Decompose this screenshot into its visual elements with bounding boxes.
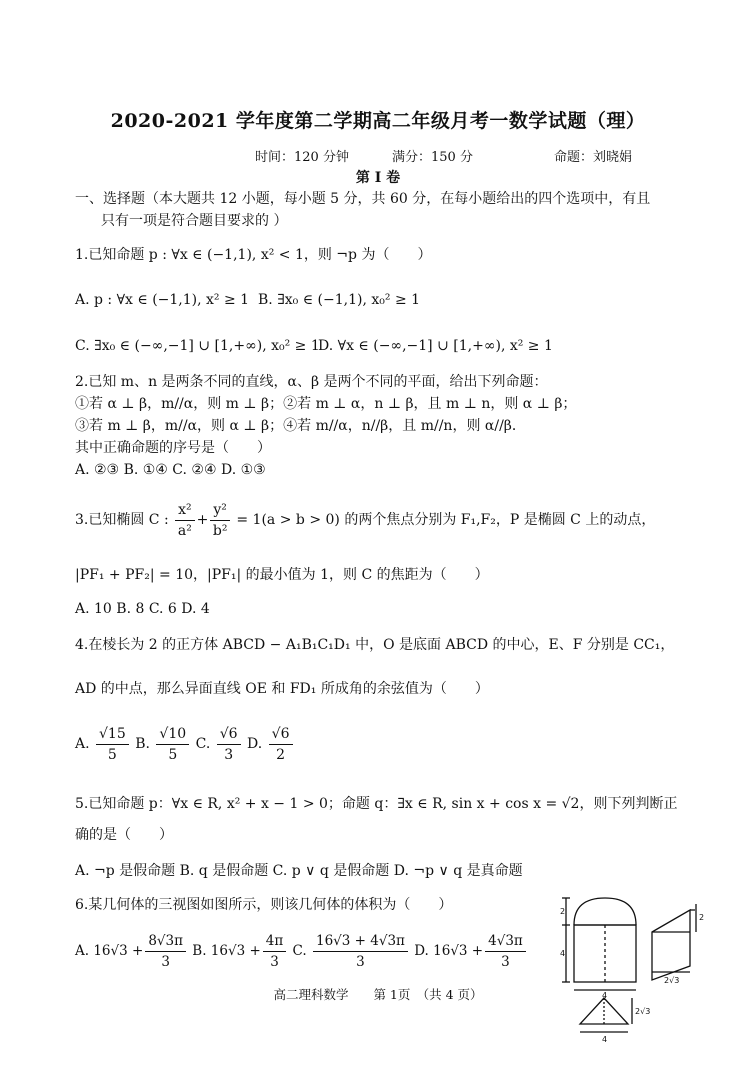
q6-d-num: 4√3π — [485, 931, 526, 952]
q4-line-2: AD 的中点，那么异面直线 OE 和 FD₁ 所成角的余弦值为（ ） — [75, 681, 489, 697]
q6-option-b — [263, 931, 286, 972]
q4-options — [75, 720, 295, 772]
three-view-figure — [560, 890, 756, 1050]
q6-a-den: 3 — [161, 954, 170, 970]
q2-options: A. ②③ B. ①④ C. ②④ D. ①③ — [75, 462, 266, 478]
q6-stem: 6.某几何体的三视图如图所示，则该几何体的体积为（ ） — [75, 897, 453, 913]
q4-option-d — [269, 724, 293, 765]
q6-a-pre: 16√3 + — [93, 943, 144, 959]
page-footer: 高二理科数学 第 1页 （共 4 页） — [273, 987, 483, 1002]
q4-a-num: √15 — [96, 724, 129, 745]
q4-b-den: 5 — [168, 746, 178, 763]
q6-b-den: 3 — [270, 954, 279, 970]
q2-line-1: ①若 α ⊥ β，m//α，则 m ⊥ β；②若 m ⊥ α，n ⊥ β，且 m ⊥ n，则 α ⊥ β； — [75, 396, 577, 412]
q6-option-c — [313, 931, 408, 972]
q3-y-num: y² — [210, 500, 230, 521]
q1-option-a: A. p : ∀x ∈ (−1,1), x² ≥ 1 — [75, 292, 250, 308]
q3-line-2: |PF₁ + PF₂| = 10，|PF₁| 的最小值为 1，则 C 的焦距为（ ） — [75, 567, 489, 583]
q6-b-num: 4π — [263, 931, 286, 952]
q5-line-2: 确的是（ ） — [75, 827, 173, 843]
q6-d-pre: 16√3 + — [433, 943, 484, 959]
q3-stem: 3.已知椭圆 C : $\frac{\text{x²}}{\text{a²}}$ + $\frac{\text{y²}}{\text{b²}}$ = 1(a > b > 0) 的两个焦点分别为 F₁,F₂，P 是椭圆 C 上的动点， — [75, 501, 656, 539]
q3-x-fraction — [175, 500, 195, 541]
q4-option-c-label: C. — [195, 736, 211, 752]
q4-a-den: 5 — [107, 746, 117, 763]
exam-score: 满分：150 分 — [392, 150, 473, 165]
q6-option-a-label: A. — [75, 943, 90, 959]
q2-stem: 2.已知 m、n 是两条不同的直线，α、β 是两个不同的平面，给出下列命题： — [75, 374, 548, 390]
q1-option-b: B. ∃x₀ ∈ (−1,1), x₀² ≥ 1 — [258, 292, 421, 308]
exam-time: 时间：120 分钟 — [255, 150, 349, 165]
q3-options: A. 10 B. 8 C. 6 D. 4 — [75, 601, 210, 617]
q4-option-a — [96, 724, 129, 765]
q6-option-a — [145, 931, 186, 972]
q6-b-pre: 16√3 + — [210, 943, 261, 959]
q6-options — [75, 928, 528, 978]
exam-author: 命题：刘晓娟 — [554, 150, 633, 165]
q3-y-den: b² — [212, 522, 228, 539]
front-view-arch — [574, 898, 636, 925]
side-view-outline — [652, 910, 690, 980]
q4-b-num: √10 — [156, 724, 189, 745]
q3-stem-post: = 1(a > b > 0) 的两个焦点分别为 F₁,F₂，P 是椭圆 C 上的动点， — [236, 512, 656, 528]
instructions-line-1: 一、选择题（本大题共 12 小题，每小题 5 分，共 60 分，在每小题给出的四个选项中，有且 — [75, 191, 651, 207]
section-heading: 第 I 卷 — [355, 170, 401, 186]
q1-option-c: C. ∃x₀ ∈ (−∞,−1] ∪ [1,+∞), x₀² ≥ 1 — [75, 338, 320, 354]
q6-c-num: 16√3 + 4√3π — [313, 931, 408, 952]
q6-option-d-label: D. — [414, 943, 429, 959]
q4-option-c — [217, 724, 241, 765]
fig-front-top: 2 — [560, 907, 566, 916]
fig-front-side: 4 — [560, 949, 566, 958]
q3-y-fraction — [210, 500, 230, 541]
fig-side-top: 2 — [699, 913, 705, 922]
q4-option-a-label: A. — [75, 736, 90, 752]
q5-options: A. ¬p 是假命题 B. q 是假命题 C. p ∨ q 是假命题 D. ¬p ∨ q 是真命题 — [75, 863, 523, 879]
q4-d-den: 2 — [276, 746, 286, 763]
q3-stem-pre: 3.已知椭圆 C : — [75, 512, 169, 528]
q4-option-d-label: D. — [247, 736, 263, 752]
q6-c-den: 3 — [356, 954, 365, 970]
q6-a-num: 8√3π — [145, 931, 186, 952]
q6-option-b-label: B. — [192, 943, 207, 959]
q1-stem: 1.已知命题 p : ∀x ∈ (−1,1), x² < 1，则 ¬p 为（ ） — [75, 247, 432, 263]
q4-line-1: 4.在棱长为 2 的正方体 ABCD − A₁B₁C₁D₁ 中，O 是底面 ABCD 的中心，E、F 分别是 CC₁， — [75, 637, 675, 653]
q3-x-den: a² — [177, 522, 192, 539]
q4-option-b-label: B. — [135, 736, 150, 752]
fig-top-side: 2√3 — [635, 1007, 651, 1016]
q2-line-2: ③若 m ⊥ β，m//α，则 α ⊥ β；④若 m//α，n//β，且 m//n，则 α//β． — [75, 418, 526, 434]
q6-option-c-label: C. — [292, 943, 307, 959]
q3-x-num: x² — [175, 500, 195, 521]
fig-front-bottom: 4 — [602, 991, 608, 1000]
exam-title: 2020-2021 学年度第二学期高二年级月考一数学试题（理） — [110, 110, 646, 132]
q1-option-d: D. ∀x ∈ (−∞,−1] ∪ [1,+∞), x² ≥ 1 — [318, 338, 553, 354]
q2-line-3: 其中正确命题的序号是（ ） — [75, 440, 271, 456]
q6-d-den: 3 — [501, 954, 510, 970]
q4-c-num: √6 — [217, 724, 241, 745]
q4-c-den: 3 — [224, 746, 234, 763]
q4-option-b — [156, 724, 189, 765]
q5-line-1: 5.已知命题 p：∀x ∈ R, x² + x − 1 > 0；命题 q：∃x ∈ R, sin x + cos x = √2，则下列判断正 — [75, 796, 678, 812]
fig-side-bottom: 2√3 — [664, 976, 680, 985]
instructions-line-2: 只有一项是符合题目要求的 ） — [101, 213, 288, 229]
fig-top-bottom: 4 — [602, 1035, 608, 1044]
q4-d-num: √6 — [269, 724, 293, 745]
q6-option-d — [485, 931, 526, 972]
